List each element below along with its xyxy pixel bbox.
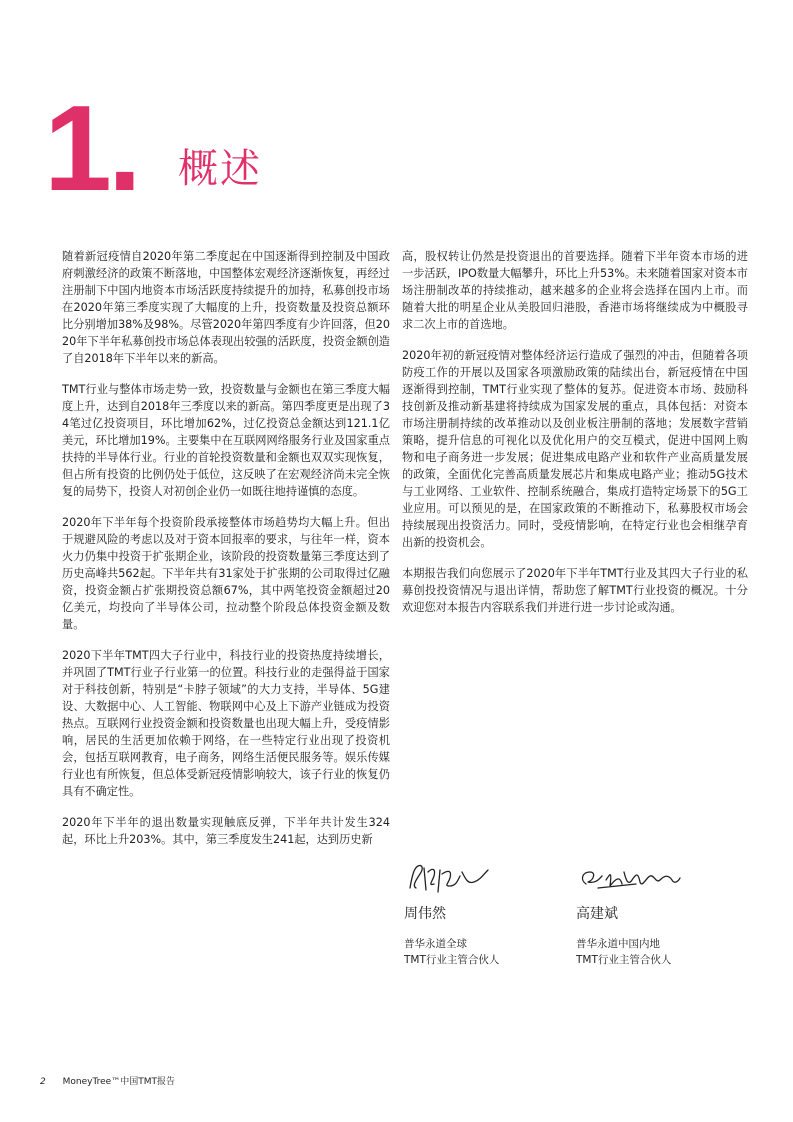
signatory-name: 周伟然 [404, 906, 446, 922]
signatory-role: TMT行业主管合伙人 [404, 954, 500, 966]
report-title: MoneyTree™中国TMT报告 [62, 1077, 175, 1087]
paragraph: 2020年下半年每个投资阶段承接整体市场趋势均大幅上升。但出于规避风险的考虑以及对于资本回报率的要求，与往年一样，资本火力仍集中投资于扩张期企业，该阶段的投资数量第三季度达到了历史高峰共562起。下半年共有31家处于扩张期的公司取得过亿融资，投资金额占扩张期投资总额67%，其中两笔投资金额超过20亿美元，均投向了半导体公司，拉动整个阶段总体投资金额及数量。 [62, 516, 390, 631]
signatory-org: 普华永道全球 [404, 938, 467, 950]
signatory-role: TMT行业主管合伙人 [576, 954, 672, 966]
page-footer [40, 1076, 175, 1088]
left-column [62, 248, 390, 848]
paragraph: 2020下半年TMT四大子行业中，科技行业的投资热度持续增长，并巩固了TMT行业子行业第一的位置。科技行业的走强得益于国家对于科技创新，特别是“卡脖子领域”的大力支持，半导体、5G建设、大数据中心、人工智能、物联网中心及上下游产业链成为投资热点。互联网行业投资金额和投资数量也出现大幅上升，受疫情影响，居民的生活更加依赖于网络，在一些特定行业出现了投资机会，包括互联网教育，电子商务，网络生活便民服务等。娱乐传媒行业也有所恢复，但总体受新冠疫情影响较大，该子行业的恢复仍具有不确定性。 [62, 649, 390, 798]
page-number: 2 [40, 1077, 46, 1087]
handwritten-signature-1 [404, 858, 494, 898]
paragraph: 2020年下半年的退出数量实现触底反弹，下半年共计发生324起，环比上升203%。其中，第三季度发生241起，达到历史新 [62, 816, 390, 846]
signatory-1 [404, 858, 574, 968]
paragraph: 2020年初的新冠疫情对整体经济运行造成了强烈的冲击，但随着各项防疫工作的开展以及国家各项激励政策的陆续出台，新冠疫情在中国逐渐得到控制，TMT行业实现了整体的复苏。促进资本市场、鼓励科技创新及推动新基建将持续成为国家发展的重点，具体包括：对资本市场注册制持续的改革推动以及创业板注册制的落地；发展数字营销策略，提升信息的可视化以及优化用户的交互模式，促进中国网上购物和电子商务进一步发展；促进集成电路产业和软件产业高质量发展的政策，全面优化完善高质量发展芯片和集成电路产业；推动5G技术与工业网络、工业软件、控制系统融合，集成打造特定场景下的5G工业应用。可以预见的是，在国家政策的不断推动下，私募股权市场会持续展现出投资活力。同时，受疫情影响，在特定行业也会相继孕育出新的投资机会。 [402, 349, 748, 549]
signatory-2 [576, 858, 746, 968]
section-number: 1. [44, 80, 138, 216]
paragraph: 随着新冠疫情自2020年第二季度起在中国逐渐得到控制及中国政府刺激经济的政策不断落地，中国整体宏观经济逐渐恢复，再经过注册制下中国内地资本市场活跃度持续提升的加持，私募创投市场在2020年第三季度实现了大幅度的上升，投资数量及投资总额环比分别增加38%及98%。尽管2020年第四季度有少许回落，但2020年下半年私募创投市场总体表现出较强的活跃度，投资金额创造了自2018年下半年以来的新高。 [62, 250, 390, 365]
signatures [404, 858, 744, 988]
handwritten-signature-2 [576, 858, 686, 898]
paragraph: 本期报告我们向您展示了2020年下半年TMT行业及其四大子行业的私募创投投资情况与退出详情，帮助您了解TMT行业投资的概况。十分欢迎您对本报告内容联系我们并进行进一步讨论或沟通。 [402, 567, 748, 614]
signatory-name: 高建斌 [576, 906, 618, 922]
signatory-org: 普华永道中国内地 [576, 938, 660, 950]
right-column [402, 248, 748, 630]
paragraph: 高，股权转让仍然是投资退出的首要选择。随着下半年资本市场的进一步活跃，IPO数量大幅攀升，环比上升53%。未来随着国家对资本市场注册制改革的持续推动，越来越多的企业将会选择在国内上市。而随着大批的明星企业从美股回归港股，香港市场将继续成为中概股寻求二次上市的首选地。 [402, 250, 748, 331]
paragraph: TMT行业与整体市场走势一致，投资数量与金额也在第三季度大幅度上升，达到自2018年三季度以来的新高。第四季度更是出现了34笔过亿投资项目，环比增加62%，过亿投资总金额达到121.1亿美元，环比增加19%。主要集中在互联网网络服务行业及国家重点扶持的半导体行业。行业的首轮投资数量和金额也双双实现恢复，但占所有投资的比例仍处于低位，这反映了在宏观经济尚未完全恢复的局势下，投资人对初创企业仍一如既往地持谨慎的态度。 [62, 383, 390, 498]
section-title: 概述 [178, 146, 262, 192]
